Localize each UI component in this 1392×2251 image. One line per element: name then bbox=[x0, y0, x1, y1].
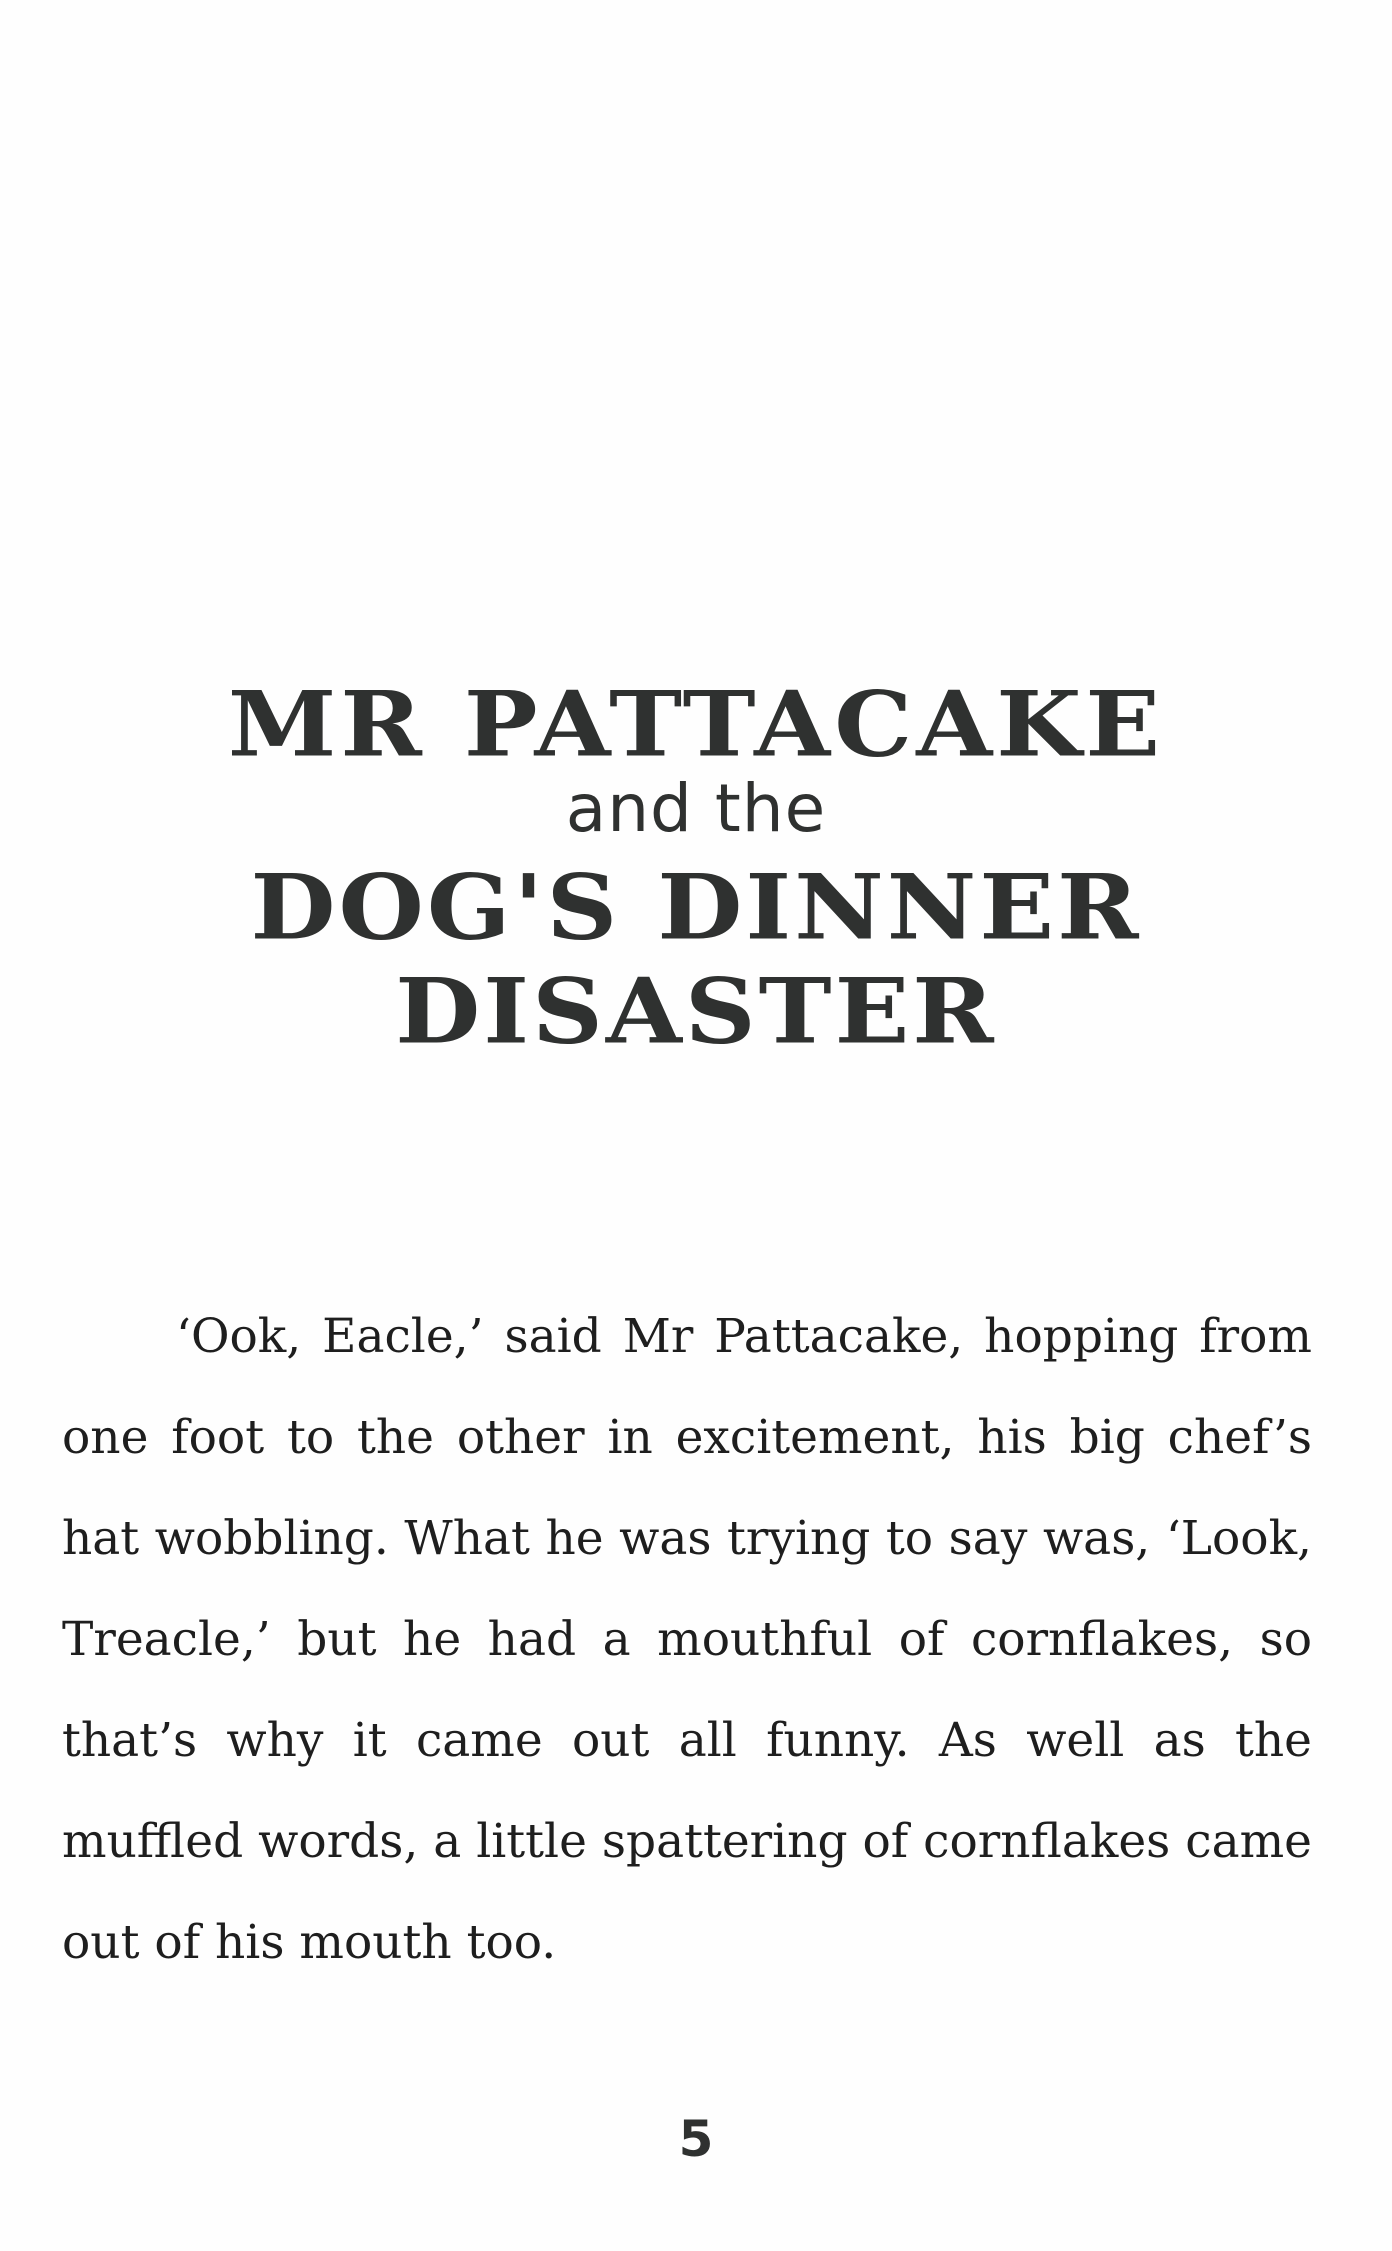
title-connector: and the bbox=[565, 770, 827, 847]
page-number: 5 bbox=[678, 2110, 714, 2168]
title-line-3: DISASTER bbox=[395, 958, 997, 1065]
chapter-title bbox=[0, 670, 1392, 1066]
body-paragraph: ‘Ook, Eacle,’ said Mr Pattacake, hopping from one foot to the other in excitement, his big chef’s hat wobbling. What he was trying to say was, ‘Look, Treacle,’ but he had a mouthful of cornflakes, so that’s why it came out all funny. As well as the muffled words, a little spattering of cornflakes came out of his mouth too. bbox=[62, 1309, 1312, 1970]
title-line-1: MR PATTACAKE bbox=[227, 671, 1165, 778]
title-line-2: DOG'S DINNER bbox=[250, 854, 1142, 961]
